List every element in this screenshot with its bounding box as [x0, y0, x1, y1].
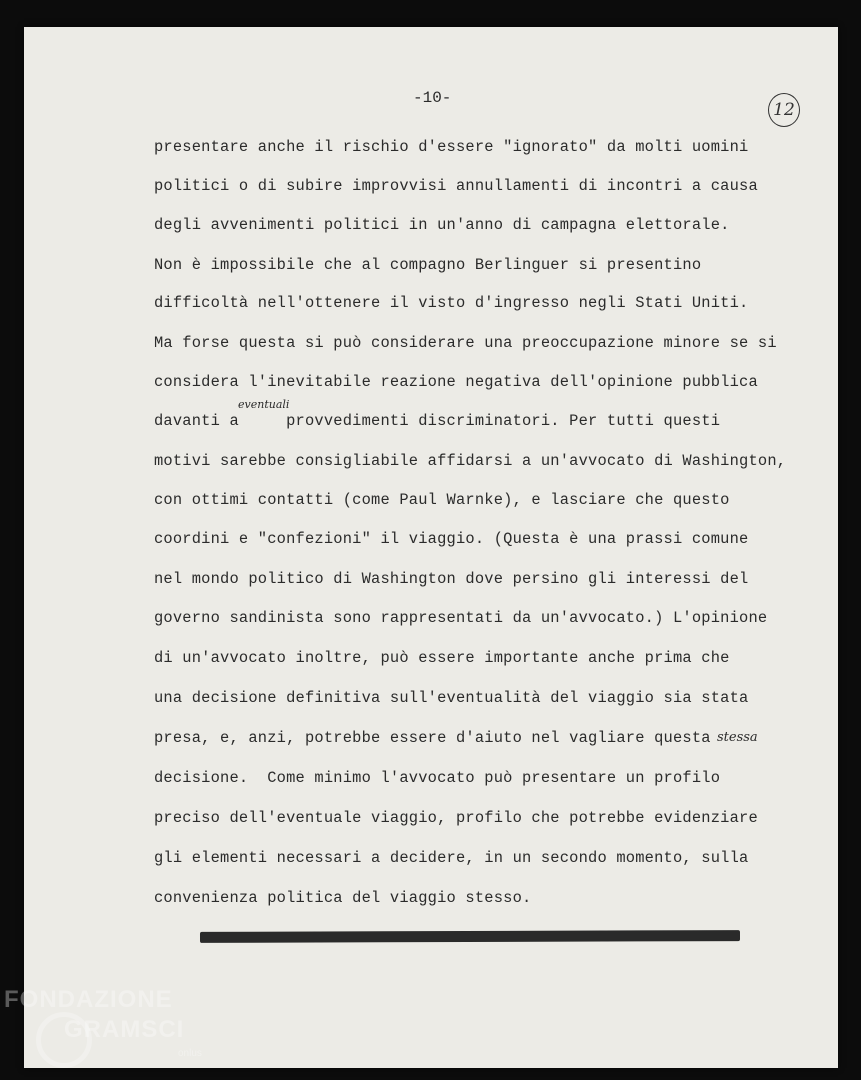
text-line: difficoltà nell'ottenere il visto d'ingresso negli Stati Uniti. — [154, 294, 749, 312]
archive-number-circle: 12 — [768, 93, 800, 127]
text-line: coordini e "confezioni" il viaggio. (Questa è una prassi comune — [154, 530, 749, 548]
text-line: nel mondo politico di Washington dove persino gli interessi del — [154, 570, 749, 588]
watermark-line: onlus — [178, 1048, 202, 1059]
text-line: presentare anche il rischio d'essere "ignorato" da molti uomini — [154, 138, 749, 156]
text-line: davanti a provvedimenti discriminatori. Per tutti questi — [154, 412, 721, 430]
text-line: governo sandinista sono rappresentati da un'avvocato.) L'opinione — [154, 609, 768, 627]
text-line: considera l'inevitabile reazione negativa dell'opinione pubblica — [154, 373, 758, 391]
redaction-strike — [200, 930, 740, 943]
text-line: degli avvenimenti politici in un'anno di campagna elettorale. — [154, 216, 730, 234]
document-page — [24, 27, 838, 1068]
text-line: preciso dell'eventuale viaggio, profilo che potrebbe evidenziare — [154, 809, 758, 827]
text-line: con ottimi contatti (come Paul Warnke), e lasciare che questo — [154, 491, 730, 509]
text-line: decisione. Come minimo l'avvocato può presentare un profilo — [154, 769, 721, 787]
text-line: politici o di subire improvvisi annullamenti di incontri a causa — [154, 177, 758, 195]
text-line: una decisione definitiva sull'eventualità del viaggio sia stata — [154, 689, 749, 707]
watermark-line: FONDAZIONE — [4, 986, 173, 1013]
handwritten-annotation: eventuali — [238, 398, 290, 411]
watermark-line: GRAMSCI — [64, 1016, 185, 1043]
page-number: -10- — [413, 89, 452, 107]
text-line: convenienza politica del viaggio stesso. — [154, 889, 532, 907]
text-line: presa, e, anzi, potrebbe essere d'aiuto nel vagliare questa — [154, 729, 711, 747]
handwritten-annotation: stessa — [717, 730, 758, 745]
text-line: di un'avvocato inoltre, può essere importante anche prima che — [154, 649, 730, 667]
text-line: gli elementi necessari a decidere, in un secondo momento, sulla — [154, 849, 749, 867]
text-line: Ma forse questa si può considerare una preoccupazione minore se si — [154, 334, 777, 352]
text-line: motivi sarebbe consigliabile affidarsi a un'avvocato di Washington, — [154, 452, 787, 470]
fondazione-gramsci-watermark — [4, 986, 234, 1076]
text-line: Non è impossibile che al compagno Berlinguer si presentino — [154, 256, 702, 274]
